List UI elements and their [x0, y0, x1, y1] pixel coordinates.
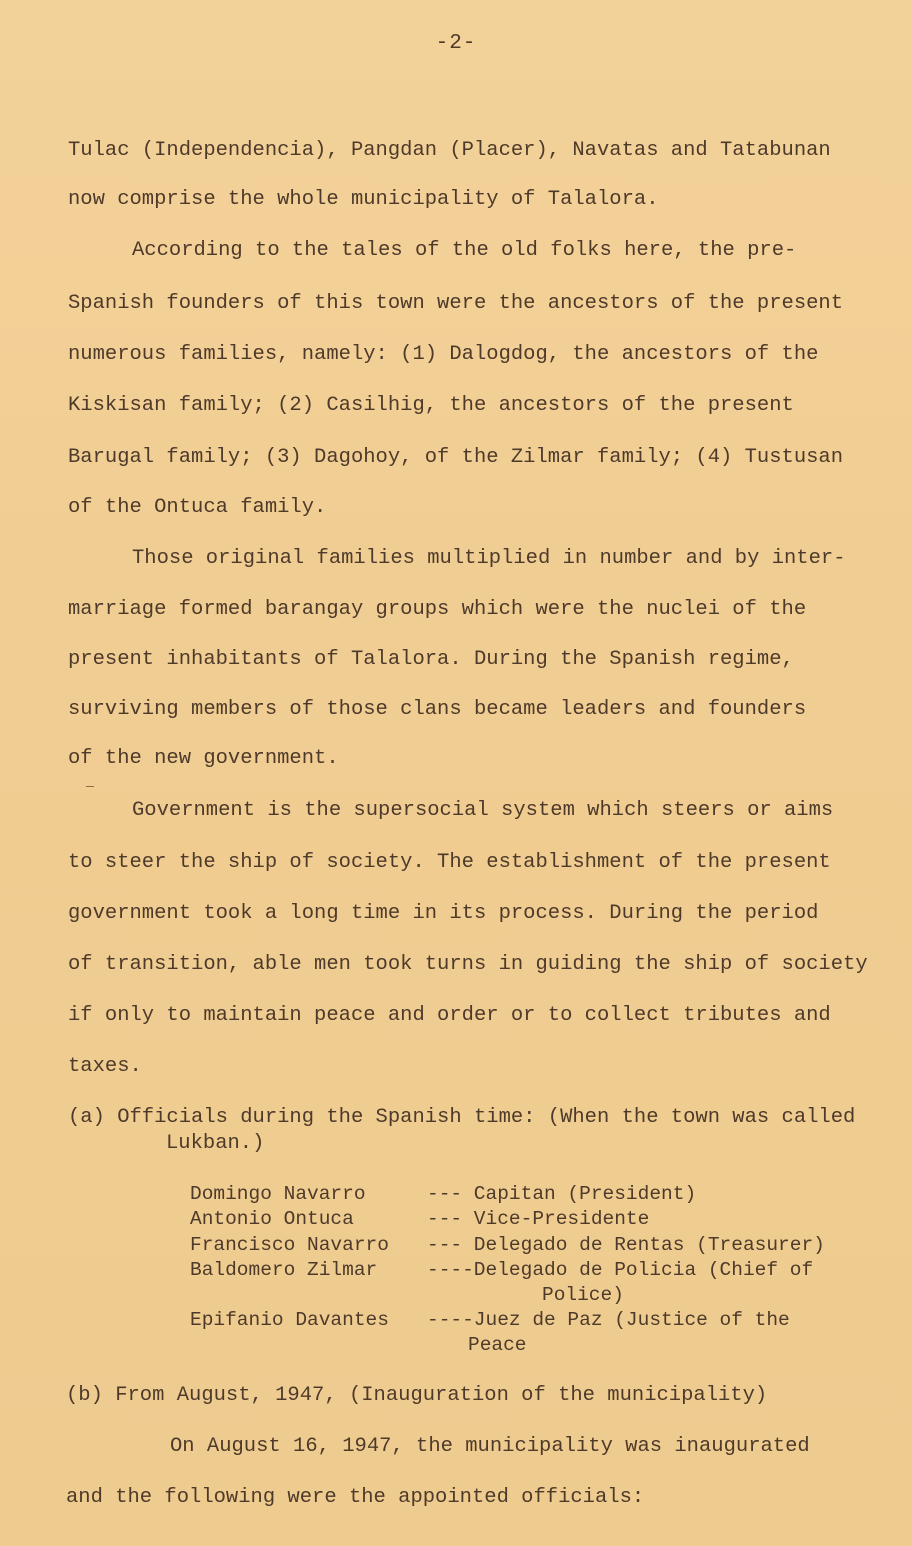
paragraph-4-line-5: if only to maintain peace and order or to collect tributes and: [68, 1004, 831, 1027]
official-title-4-line-1: ----Delegado de Policia (Chief of: [427, 1259, 814, 1281]
paragraph-3-line-1: Those original families multiplied in number and by inter-: [132, 547, 846, 570]
official-title-5-line-1: ----Juez de Paz (Justice of the: [427, 1309, 790, 1331]
official-title-2: --- Vice-Presidente: [427, 1208, 650, 1230]
official-title-1: --- Capitan (President): [427, 1183, 697, 1205]
paragraph-3-line-2: marriage formed barangay groups which were the nuclei of the: [68, 598, 807, 621]
paragraph-4-line-1: Government is the supersocial system which steers or aims: [132, 799, 834, 822]
paragraph-4-line-2: to steer the ship of society. The establishment of the present: [68, 851, 831, 874]
paragraph-4-line-3: government took a long time in its process. During the period: [68, 902, 819, 925]
official-title-5-line-2: Peace: [468, 1334, 527, 1356]
official-name-3: Francisco Navarro: [190, 1234, 389, 1256]
official-name-5: Epifanio Davantes: [190, 1309, 389, 1331]
section-a-heading-line-2: Lukban.): [166, 1132, 265, 1155]
paragraph-2-line-2: Spanish founders of this town were the ancestors of the present: [68, 292, 844, 315]
paragraph-2-line-1: According to the tales of the old folks here, the pre-: [132, 239, 797, 262]
page-number: -2-: [435, 32, 477, 55]
section-b-line-2: and the following were the appointed officials:: [66, 1486, 645, 1509]
official-title-4-line-2: Police): [542, 1284, 624, 1306]
paragraph-2-line-6: of the Ontuca family.: [68, 496, 327, 519]
stray-mark: [86, 786, 94, 787]
official-name-4: Baldomero Zilmar: [190, 1259, 378, 1281]
paragraph-4-line-6: taxes.: [68, 1055, 142, 1078]
official-name-2: Antonio Ontuca: [190, 1208, 354, 1230]
section-b-heading: (b) From August, 1947, (Inauguration of the municipality): [66, 1384, 768, 1407]
official-name-1: Domingo Navarro: [190, 1183, 366, 1205]
official-title-3: --- Delegado de Rentas (Treasurer): [427, 1234, 825, 1256]
paragraph-4-line-4: of transition, able men took turns in guiding the ship of society: [68, 953, 868, 976]
paragraph-1-line-2: now comprise the whole municipality of Talalora.: [68, 188, 659, 211]
paragraph-3-line-4: surviving members of those clans became leaders and founders: [68, 698, 807, 721]
section-b-line-1: On August 16, 1947, the municipality was inaugurated: [170, 1435, 810, 1458]
paragraph-1-line-1: Tulac (Independencia), Pangdan (Placer), Navatas and Tatabunan: [68, 139, 831, 162]
paragraph-3-line-3: present inhabitants of Talalora. During the Spanish regime,: [68, 648, 794, 671]
paragraph-3-line-5: of the new government.: [68, 747, 339, 770]
section-a-heading-line-1: (a) Officials during the Spanish time: (When the town was called: [68, 1106, 856, 1129]
paragraph-2-line-5: Barugal family; (3) Dagohoy, of the Zilmar family; (4) Tustusan: [68, 446, 844, 469]
paragraph-2-line-4: Kiskisan family; (2) Casilhig, the ancestors of the present: [68, 394, 794, 417]
paragraph-2-line-3: numerous families, namely: (1) Dalogdog, the ancestors of the: [68, 343, 819, 366]
